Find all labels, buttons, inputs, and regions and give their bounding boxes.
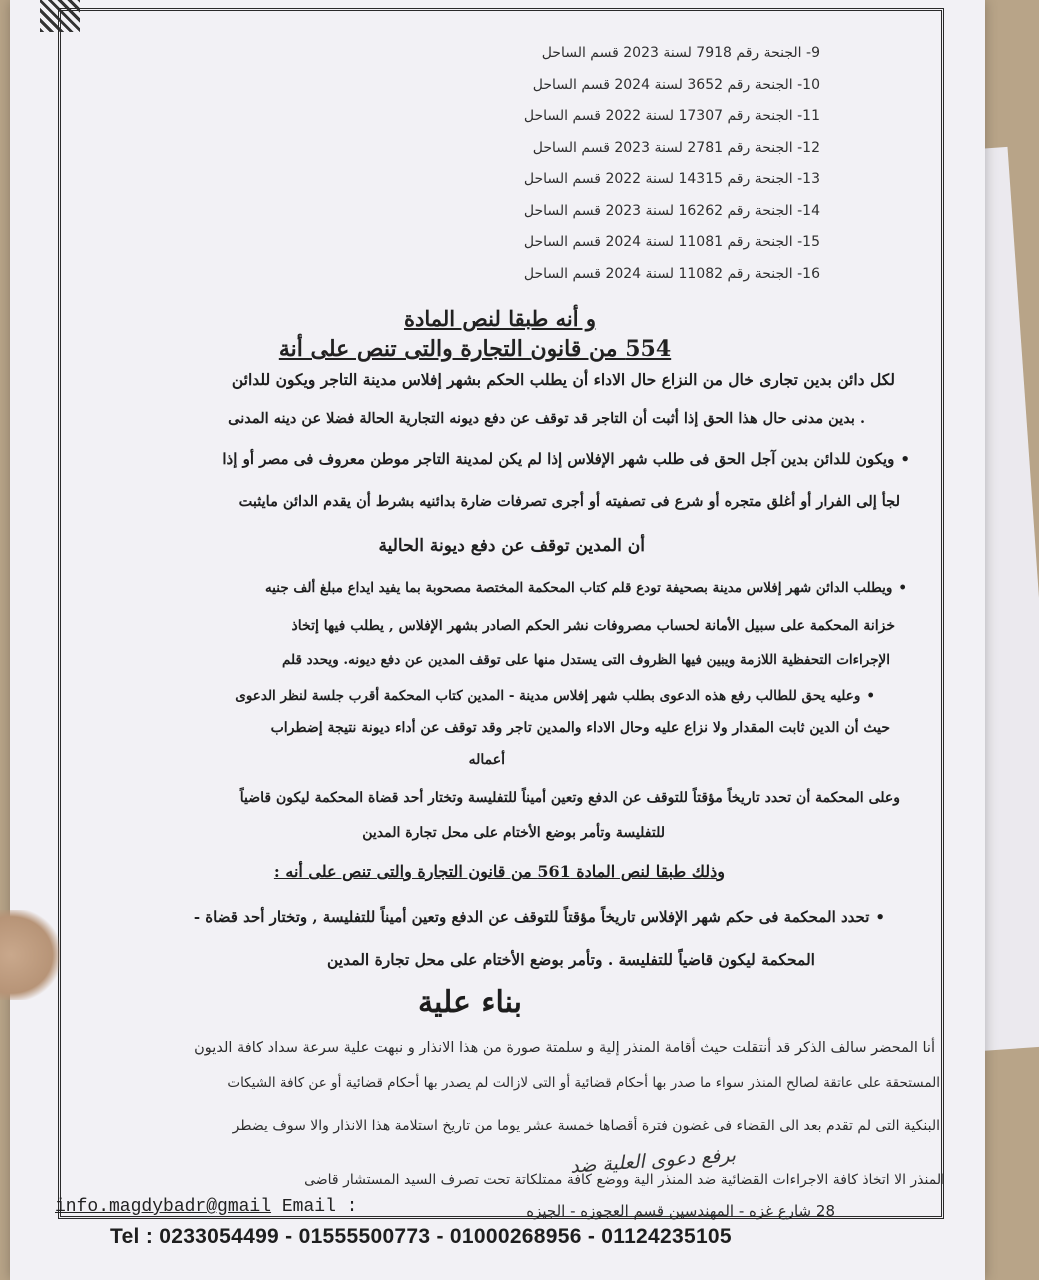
legal-document xyxy=(10,0,985,1280)
handwritten-note: برفع دعوى العلية ضد xyxy=(569,1144,737,1178)
paragraph-line: أعماله xyxy=(468,752,505,768)
paragraph-line: الإجراءات التحفظية اللازمة ويبين فيها الظروف التى يستدل منها على توقف المدين عن دفع ديونه. ويحدد قلم xyxy=(282,652,890,668)
thumb-shadow xyxy=(0,910,60,1000)
paragraph-line: • ويطلب الدائن شهر إفلاس مدينة بصحيفة تودع قلم كتاب المحكمة المختصة مصحوبة بما يفيد ايداع مبلغ ألف جنيه xyxy=(265,580,907,596)
paragraph-line: لكل دائن بدين تجارى خال من النزاع حال الاداء أن يطلب الحكم بشهر إفلاس مدينة التاجر ويكون للدائن xyxy=(231,370,895,389)
case-list-item: 11- الجنحة رقم 17307 لسنة 2022 قسم الساحل xyxy=(523,108,820,124)
case-list-item: 14- الجنحة رقم 16262 لسنة 2023 قسم الساحل xyxy=(523,202,820,219)
paragraph-line: للتفليسة وتأمر بوضع الأختام على محل تجارة المدين xyxy=(362,825,665,841)
office-address: 28 شارع غزه - المهندسين قسم العجوزه - الجيزه xyxy=(526,1202,835,1220)
email-address: info.magdybadr@gmail xyxy=(55,1197,272,1217)
case-list-item: 13- الجنحة رقم 14315 لسنة 2022 قسم الساحل xyxy=(523,171,820,187)
paragraph-line: • ويكون للدائن بدين آجل الحق فى طلب شهر الإفلاس إذا لم يكن لمدينة التاجر موطن معروف فى مصر أو إذا xyxy=(222,450,910,468)
case-list-item: 10- الجنحة رقم 3652 لسنة 2024 قسم الساحل xyxy=(532,76,820,93)
paragraph-line: • وعليه يحق للطالب رفع هذه الدعوى بطلب شهر إفلاس مدينة - المدين كتاب المحكمة أقرب جلسة لنظر الدعوى xyxy=(235,688,875,704)
closing-line: المنذر الا اتخاذ كافة الاجراءات القضائية ضد المنذر الية ووضع كافة ممتلكاتة تحت تصرف السيد المستشار قاضى xyxy=(304,1172,945,1188)
closing-line: المستحقة على عاتقة لصالح المنذر سواء ما صدر بها أحكام قضائية أو التى لازالت لم يصدر بها أحكام قضائية أو عن كافة الشيكات xyxy=(227,1075,940,1091)
phone-numbers: Tel : 0233054499 - 01555500773 - 01000268956 - 01124235105 xyxy=(110,1225,732,1248)
section-subheading: 554 من قانون التجارة والتى تنص على أنة xyxy=(278,336,672,362)
section-heading: و أنه طبقا لنص المادة xyxy=(404,306,596,331)
paragraph-line: لجأ إلى الفرار أو أغلق متجره أو شرع فى تصفيته أو أجرى تصرفات ضارة بدائنيه بشرط أن يقدم الدائن مايثبت xyxy=(238,493,900,510)
email-label: Email : xyxy=(281,1197,358,1217)
paragraph-line: . بدين مدنى حال هذا الحق إذا أثبت أن التاجر قد توقف عن دفع ديونه التجارية الحالة فضلا عن دينه المدنى xyxy=(228,410,865,427)
paragraph-line: حيث أن الدين ثابت المقدار ولا نزاع عليه وحال الاداء والمدين تاجر وقد توقف عن أداء ديونة نتيجة إضطراب xyxy=(270,720,890,736)
case-list-item: 15- الجنحة رقم 11081 لسنة 2024 قسم الساحل xyxy=(523,234,820,250)
case-list-item: 12- الجنحة رقم 2781 لسنة 2023 قسم الساحل xyxy=(532,139,820,156)
paragraph-line: خزانة المحكمة على سبيل الأمانة لحساب مصروفات نشر الحكم الصادر بشهر الإفلاس , يطلب فيها إتخاذ xyxy=(291,618,895,634)
case-list-item: 16- الجنحة رقم 11082 لسنة 2024 قسم الساحل xyxy=(523,265,820,282)
paragraph-line: المحكمة ليكون قاضياً للتفليسة . وتأمر بوضع الأختام على محل تجارة المدين xyxy=(326,950,815,969)
paragraph-line: • تحدد المحكمة فى حكم شهر الإفلاس تاريخاً مؤقتاً للتوقف عن الدفع وتعين أميناً للتفليسة , وتختار أحد قضاة - xyxy=(194,908,885,926)
closing-line: أنا المحضر سالف الذكر قد أنتقلت حيث أقامة المنذر إلية و سلمتة صورة من هذا الانذار و نبهت علية سرعة سداد كافة الديون xyxy=(194,1040,935,1056)
paragraph-line: وعلى المحكمة أن تحدد تاريخاً مؤقتاً للتوقف عن الدفع وتعين أميناً للتفليسة وتختار أحد قضاة المحكمة ليكون قاضياً xyxy=(239,790,900,806)
paragraph-line: أن المدين توقف عن دفع ديونة الحالية xyxy=(378,536,645,556)
case-list-item: 9- الجنحة رقم 7918 لسنة 2023 قسم الساحل xyxy=(541,45,820,61)
conclusion-heading: بناء علية xyxy=(417,985,523,1020)
closing-line: البنكية التى لم تقدم بعد الى القضاء فى غضون فترة أقصاها خمسة عشر يوما من تاريخ استلامة هذا الانذار والا سوف يضطر xyxy=(232,1118,940,1134)
paragraph-line: وذلك طبقا لنص المادة 561 من قانون التجارة والتى تنص على أنه : xyxy=(273,862,725,881)
email-line xyxy=(55,1197,357,1217)
case-list xyxy=(480,38,820,290)
